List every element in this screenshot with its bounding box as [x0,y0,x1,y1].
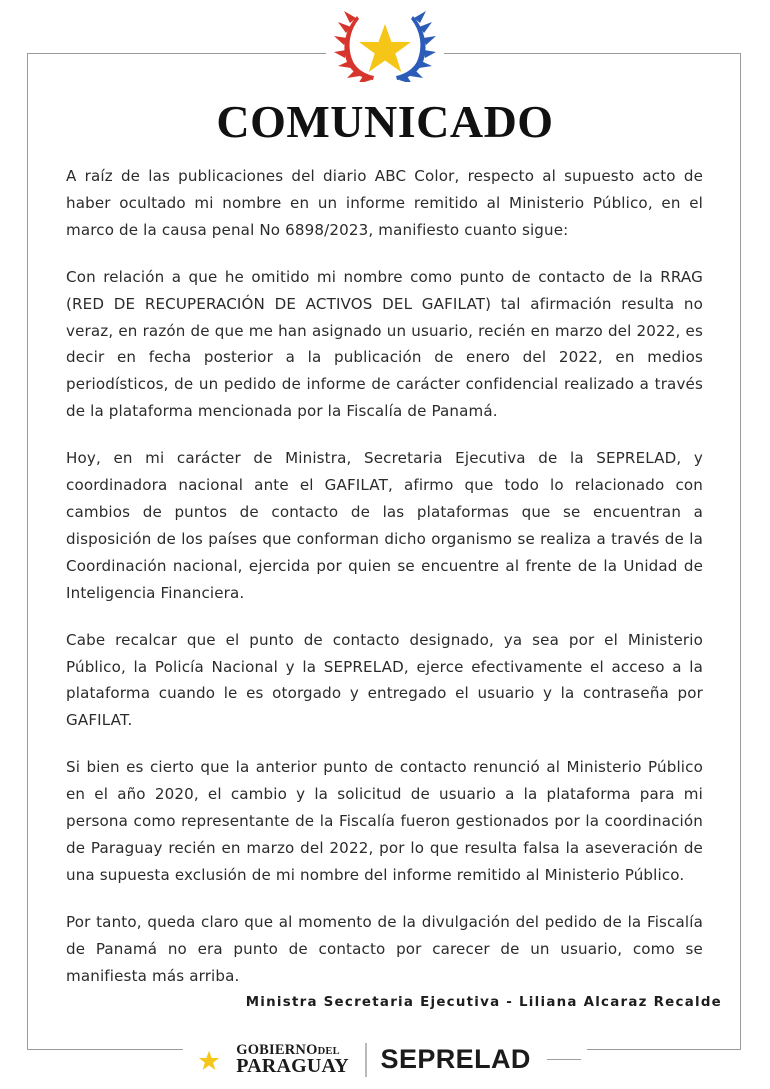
page-title: COMUNICADO [216,96,554,147]
paragraph-6: Por tanto, queda claro que al momento de la divulgación del pedido de la Fiscalía de Panamá no era punto de contacto por carecer de un usuario, como se manifiesta más arriba. [66,912,703,985]
document-body [66,163,703,989]
signature-line: Ministra Secretaria Ejecutiva - Liliana Alcaraz Recalde [245,995,722,1010]
paragraph-4: Cabe recalcar que el punto de contacto designado, ya sea por el Ministerio Público, la Policía Nacional y la SEPRELAD, ejerce efectivamente el acceso a la plataforma cuando le es otorgado y entregado el usuario y la contraseña por GAFILAT. [66,630,703,730]
paragraph-5: Si bien es cierto que la anterior punto de contacto renunció al Ministerio Público en el año 2020, el cambio y la solicitud de usuario a la plataforma para mi persona como representante de la Fiscalía fueron gestionados por la coordinación de Paraguay recién en marzo del 2022, por lo que resulta falsa la aseveración de una supuesta exclusión de mi nombre del informe remitido al Ministerio Público. [66,758,703,884]
seprelad-wordmark: SEPRELAD [380,1044,531,1074]
footer-divider [365,1043,367,1077]
gobierno-paraguay-emblem-icon [189,1040,229,1080]
gov-word-del: DEL [317,1045,340,1057]
gov-word-gobierno: GOBIERNO [236,1041,318,1058]
footer-logo-lockup [0,1030,770,1089]
gobierno-paraguay-wordmark [236,1043,349,1077]
footer-inner [183,1038,587,1082]
paragraph-2: Con relación a que he omitido mi nombre como punto de contacto de la RRAG (RED DE RECUPERACIÓN DE ACTIVOS DEL GAFILAT) tal afirmación resulta no veraz, en razón de que me han asignado un usuario, recién en marzo del 2022, es decir en fecha posterior a la publicación de enero del 2022, en medios periodísticos, de un pedido de informe de carácter confidencial realizado a través de la plataforma mencionada por la Fiscalía de Panamá. [66,267,703,421]
paragraph-3: Hoy, en mi carácter de Ministra, Secretaria Ejecutiva de la SEPRELAD, y coordinadora nacional ante el GAFILAT, afirmo que todo lo relacionado con cambios de puntos de contacto de las plataformas que se encuentran a disposición de los países que conforman dicho organismo se realiza a través de la Coordinación nacional, ejercida por quien se encuentre al frente de la Unidad de Inteligencia Financiera. [66,449,703,602]
paragraph-1: A raíz de las publicaciones del diario ABC Color, respecto al supuesto acto de haber ocultado mi nombre en un informe remitido al Ministerio Público, en el marco de la causa penal No 6898/2023, manifiesto cuanto sigue: [66,167,703,239]
footer-accent-rule [547,1059,581,1061]
gov-wordmark-line2: PARAGUAY [236,1054,349,1077]
